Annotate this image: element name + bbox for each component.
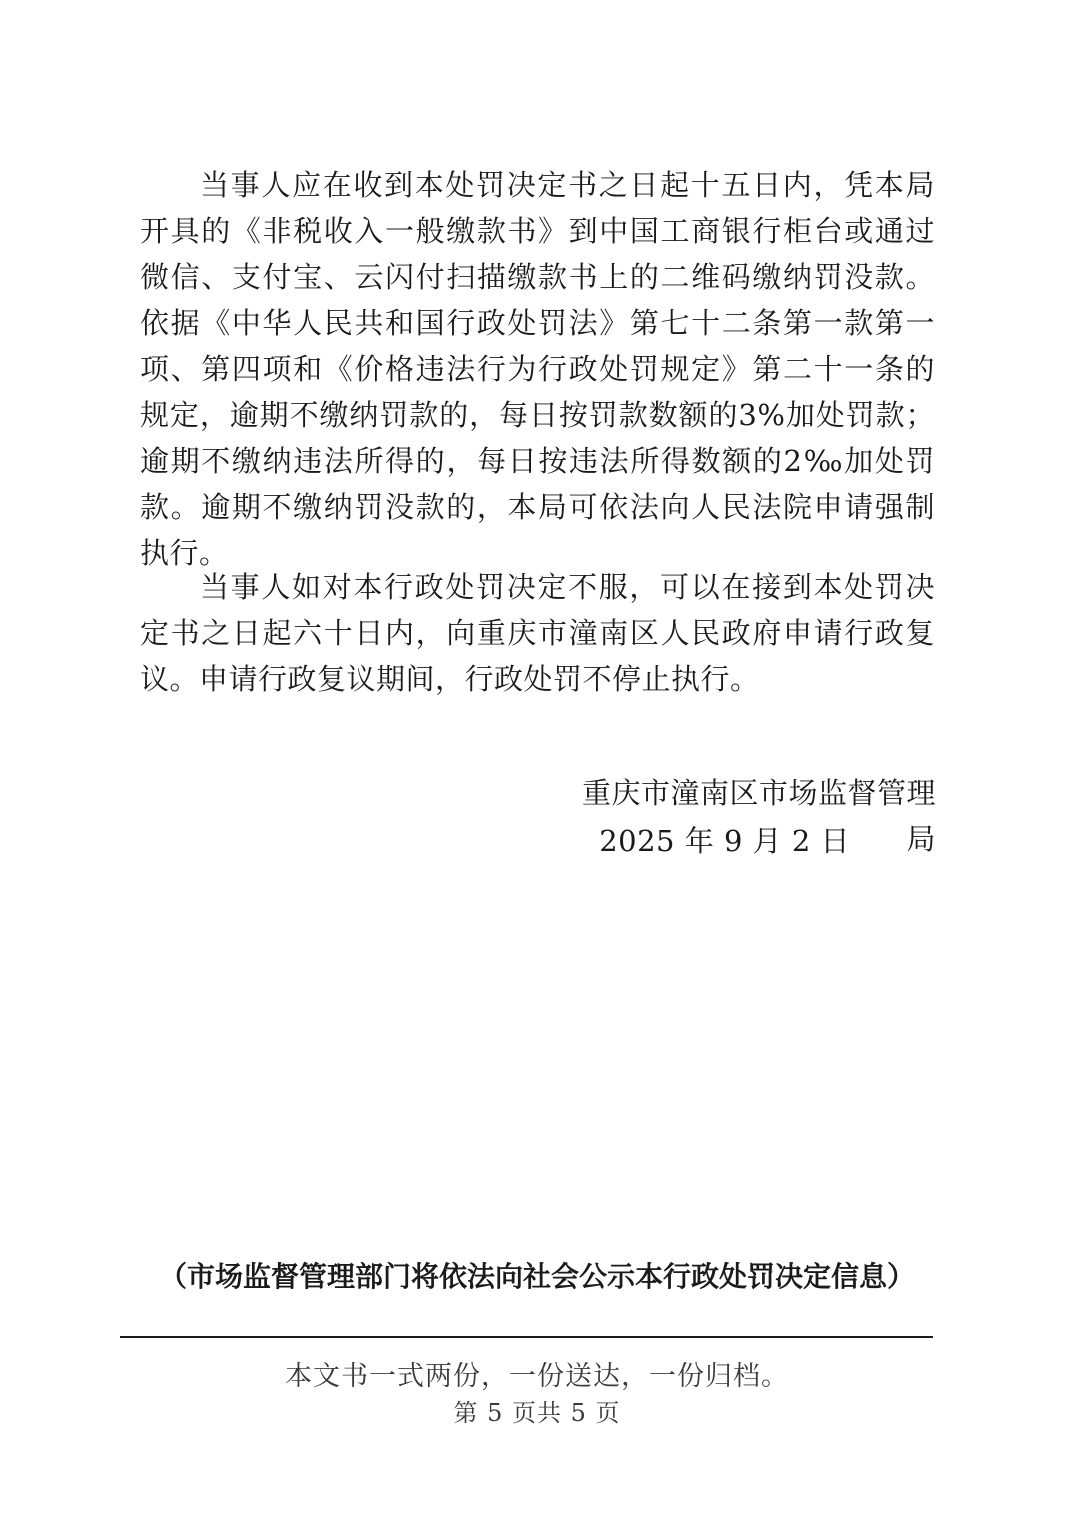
footer-divider bbox=[120, 1336, 933, 1338]
appeal-rights-paragraph: 当事人如对本行政处罚决定不服，可以在接到本处罚决定书之日起六十日内，向重庆市潼南区人民政府申请行政复议。申请行政复议期间，行政处罚不停止执行。 bbox=[140, 570, 935, 696]
issuing-authority: 重庆市潼南区市场监督管理局 bbox=[581, 776, 936, 856]
public-disclosure-notice: （市场监督管理部门将依法向社会公示本行政处罚决定信息） bbox=[158, 1260, 915, 1293]
page-number: 第 5 页共 5 页 bbox=[453, 1399, 621, 1427]
copies-note: 本文书一式两份，一份送达，一份归档。 bbox=[285, 1361, 789, 1392]
issue-date: 2025 年 9 月 2 日 bbox=[599, 824, 850, 858]
payment-instructions-paragraph: 当事人应在收到本处罚决定书之日起十五日内，凭本局开具的《非税收入一般缴款书》到中国工商银行柜台或通过微信、支付宝、云闪付扫描缴款书上的二维码缴纳罚没款。依据《中华人民共和国行政处罚法》第七十二条第一款第一项、第四项和《价格违法行为行政处罚规定》第二十一条的规定，逾期不缴纳罚款的，每日按罚款数额的3%加处罚款；逾期不缴纳违法所得的，每日按违法所得数额的2‰加处罚款。逾期不缴纳罚没款的，本局可依法向人民法院申请强制执行。 bbox=[140, 168, 935, 570]
